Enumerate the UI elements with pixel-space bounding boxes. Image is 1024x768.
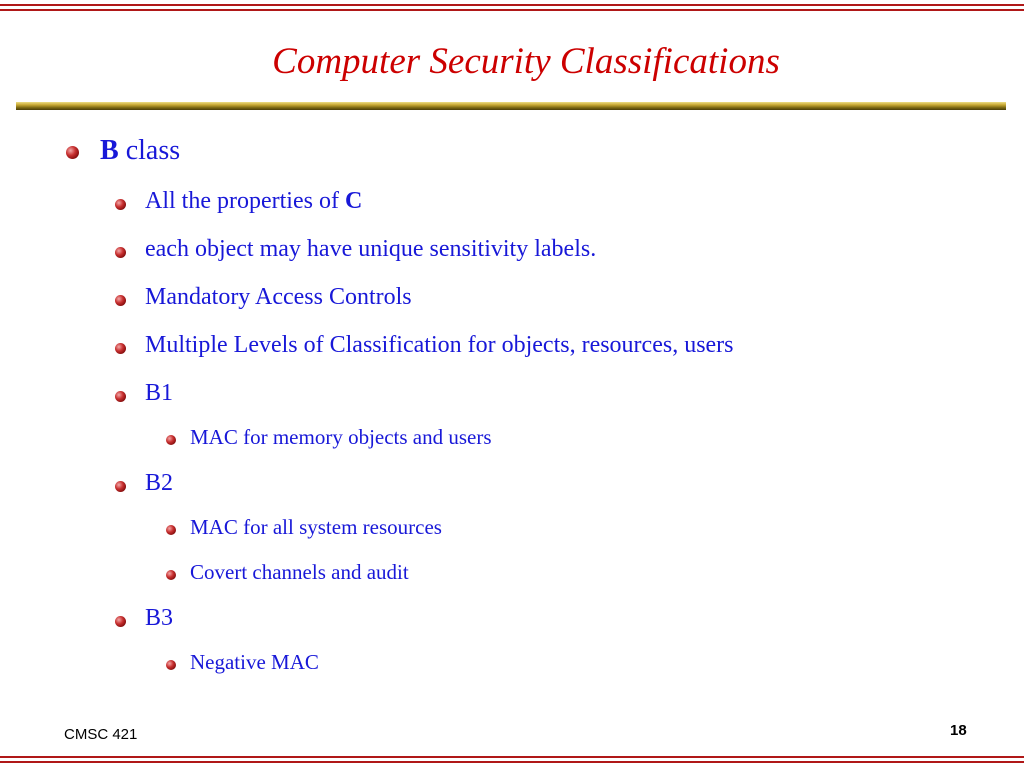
bullet-icon [66, 146, 79, 159]
item-properties-bold-c: C [344, 188, 363, 214]
item-multiple-levels: Multiple Levels of Classification for objects, resources, users [145, 332, 734, 358]
bullet-icon [115, 247, 126, 258]
item-b3: B3 [145, 605, 174, 631]
item-b1-mac: MAC for memory objects and users [190, 425, 492, 449]
heading-bold-letter: B [100, 135, 119, 166]
item-mandatory-access-controls: Mandatory Access Controls [145, 284, 412, 310]
bullet-icon [166, 570, 176, 580]
bullet-icon [166, 525, 176, 535]
bullet-icon [115, 616, 126, 627]
bullet-icon [166, 435, 176, 445]
heading-b-class [100, 135, 180, 167]
footer-course: CMSC 421 [64, 726, 138, 743]
item-b2-mac: MAC for all system resources [190, 515, 442, 539]
bullet-icon [115, 481, 126, 492]
bullet-icon [115, 391, 126, 402]
top-border-line-2 [0, 9, 1024, 11]
item-b1: B1 [145, 380, 174, 406]
bottom-border-line-2 [0, 761, 1024, 763]
item-b2: B2 [145, 470, 174, 496]
bottom-border-line-1 [0, 756, 1024, 758]
top-border-line-1 [0, 4, 1024, 6]
item-b2-covert: Covert channels and audit [190, 560, 409, 584]
bullet-icon [115, 199, 126, 210]
bullet-icon [115, 343, 126, 354]
bullet-icon [115, 295, 126, 306]
bullet-icon [166, 660, 176, 670]
footer-page-number: 18 [950, 722, 967, 739]
item-properties-prefix: All the properties of [145, 188, 339, 214]
item-b3-negative-mac: Negative MAC [190, 650, 319, 674]
slide-title: Computer Security Classifications [272, 41, 780, 82]
item-unique-labels: each object may have unique sensitivity labels. [145, 236, 597, 262]
title-underline-rule [16, 102, 1006, 110]
item-properties-of-c [145, 188, 362, 215]
heading-rest: class [118, 135, 181, 166]
